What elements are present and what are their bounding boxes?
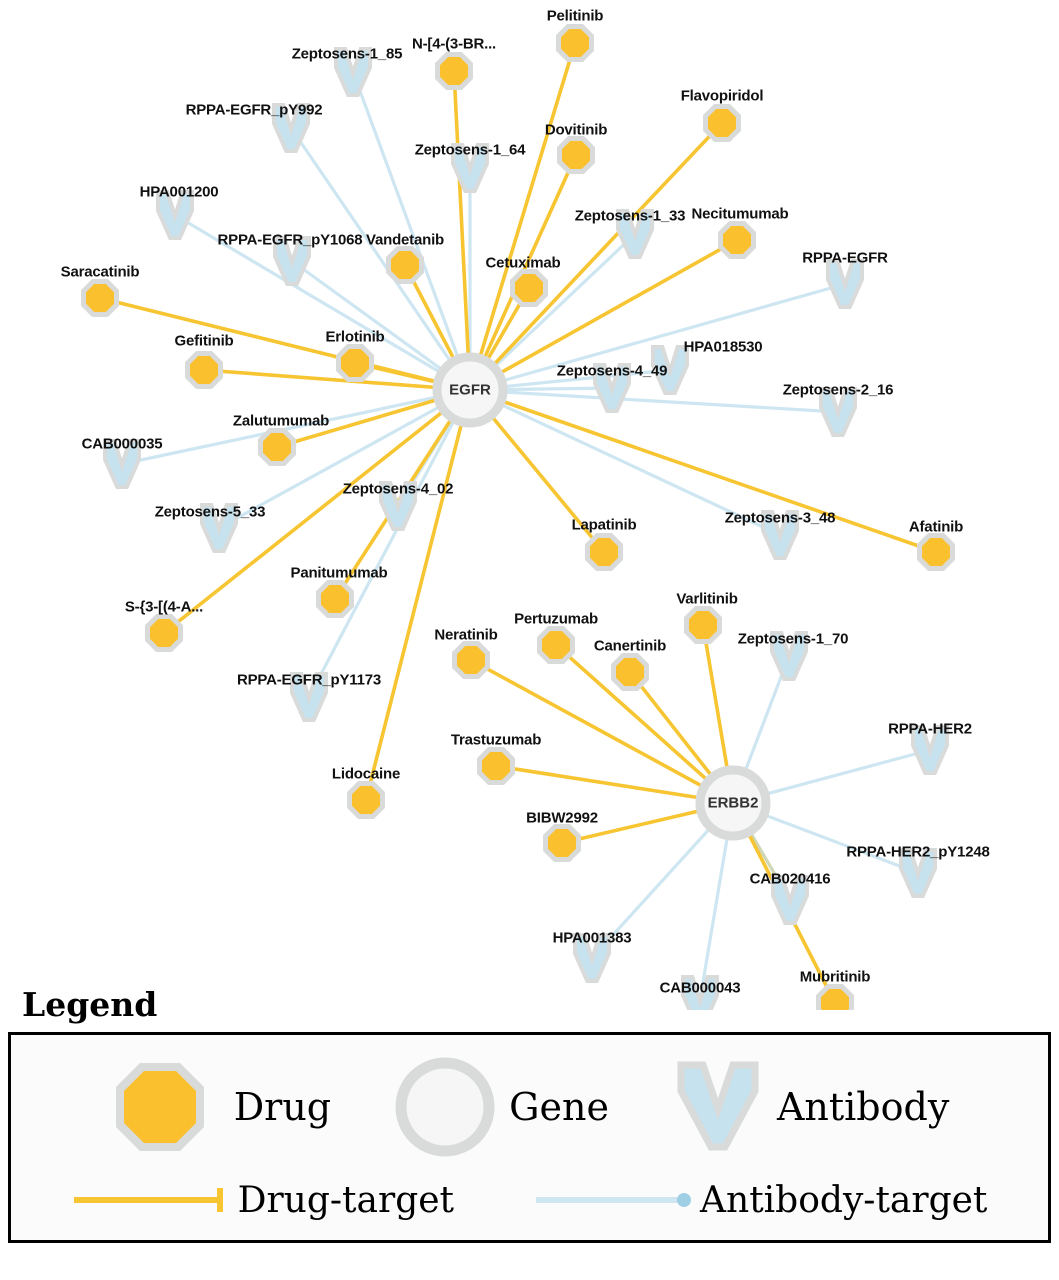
legend-item-gene xyxy=(395,1057,609,1157)
edge xyxy=(470,390,936,552)
legend-label-antibody: Antibody xyxy=(776,1085,950,1129)
legend-label-gene: Gene xyxy=(509,1085,609,1129)
antibody-label: RPPA-HER2_pY1248 xyxy=(846,843,990,861)
drug-label: BIBW2992 xyxy=(526,809,598,827)
drug-label: Pelitinib xyxy=(546,7,604,25)
legend-label-antibody-target: Antibody-target xyxy=(700,1179,988,1221)
drug-glyph xyxy=(391,251,419,279)
drug-node[interactable] xyxy=(611,653,649,691)
legend-box xyxy=(8,1032,1051,1243)
antibody-icon xyxy=(673,1057,763,1157)
drug-node[interactable] xyxy=(347,781,385,819)
drug-glyph xyxy=(352,786,380,814)
drug-label: Mubritinib xyxy=(799,968,871,986)
drug-glyph xyxy=(548,829,576,857)
antibody-label: CAB020416 xyxy=(749,870,831,888)
drug-node[interactable] xyxy=(185,351,223,389)
drug-node[interactable] xyxy=(81,279,119,317)
drug-glyph xyxy=(341,349,369,377)
drug-glyph xyxy=(150,619,178,647)
drug-node[interactable] xyxy=(557,136,595,174)
antibody-label: RPPA-EGFR_pY1068 xyxy=(217,231,363,249)
drug-node[interactable] xyxy=(684,606,722,644)
drug-node[interactable] xyxy=(585,533,623,571)
drug-label: S-{3-[(4-A... xyxy=(124,598,204,616)
drug-glyph xyxy=(190,356,218,384)
legend-label-drug: Drug xyxy=(233,1085,332,1129)
drug-label: Flavopiridol xyxy=(680,87,764,105)
legend-item-antibody xyxy=(673,1057,949,1157)
drug-glyph xyxy=(922,538,950,566)
drug-label: Zalutumumab xyxy=(232,412,330,430)
drug-node[interactable] xyxy=(477,747,515,785)
legend xyxy=(0,985,1059,1243)
drug-node[interactable] xyxy=(537,626,575,664)
drug-label: Varlitinib xyxy=(676,590,738,608)
antibody-node[interactable] xyxy=(828,261,862,307)
drug-glyph xyxy=(86,284,114,312)
legend-item-drug xyxy=(110,1057,331,1157)
drug-node[interactable] xyxy=(258,428,296,466)
drug-node[interactable] xyxy=(316,580,354,618)
drug-node[interactable] xyxy=(917,533,955,571)
drug-node[interactable] xyxy=(718,221,756,259)
drug-label: Dovitinib xyxy=(544,121,608,139)
legend-node-row xyxy=(11,1057,1048,1157)
drug-node[interactable] xyxy=(386,246,424,284)
drug-glyph xyxy=(482,752,510,780)
drug-node[interactable] xyxy=(510,269,548,307)
legend-title: Legend xyxy=(22,985,158,1024)
drug-glyph xyxy=(616,658,644,686)
drug-glyph xyxy=(321,585,349,613)
drug-label: Lidocaine xyxy=(331,765,401,783)
legend-item-drug-target xyxy=(72,1180,454,1221)
antibody-label: CAB000043 xyxy=(659,979,741,997)
gene-label: EGFR xyxy=(449,381,491,399)
antibody-target-edge-icon xyxy=(534,1185,694,1215)
drug-label: Pertuzumab xyxy=(514,610,598,628)
drug-node[interactable] xyxy=(336,344,374,382)
antibody-label: RPPA-EGFR_pY1173 xyxy=(236,671,382,689)
drug-glyph xyxy=(440,57,468,85)
drug-node[interactable] xyxy=(703,104,741,142)
drug-label: Lapatinib xyxy=(571,516,637,534)
antibody-label: Zeptosens-1_85 xyxy=(291,45,403,63)
drug-label: Necitumumab xyxy=(691,205,789,223)
drug-glyph xyxy=(263,433,291,461)
drug-label: Canertinib xyxy=(593,637,667,655)
drug-target-edge-icon xyxy=(72,1185,232,1215)
legend-item-antibody-target xyxy=(534,1180,987,1221)
drug-glyph xyxy=(590,538,618,566)
antibody-glyph xyxy=(828,261,862,307)
drug-label: Panitumumab xyxy=(290,564,388,582)
gene-label: ERBB2 xyxy=(707,794,759,812)
drug-node[interactable] xyxy=(543,824,581,862)
legend-label-drug-target: Drug-target xyxy=(237,1179,455,1221)
drug-label: Saracatinib xyxy=(60,263,140,281)
antibody-label: RPPA-EGFR xyxy=(802,249,888,267)
drug-node[interactable] xyxy=(145,614,183,652)
drug-glyph xyxy=(708,109,736,137)
drug-label: Afatinib xyxy=(908,518,964,536)
antibody-label: CAB000035 xyxy=(81,435,163,453)
drug-glyph xyxy=(689,611,717,639)
antibody-label: Zeptosens-1_33 xyxy=(574,207,686,225)
antibody-label: Zeptosens-5_33 xyxy=(154,503,266,521)
gene-icon xyxy=(395,1057,495,1157)
antibody-label: Zeptosens-2_16 xyxy=(782,381,894,399)
drug-node[interactable] xyxy=(435,52,473,90)
antibody-label: Zeptosens-4_49 xyxy=(556,362,668,380)
antibody-label: RPPA-HER2 xyxy=(888,720,972,738)
drug-glyph xyxy=(723,226,751,254)
drug-glyph xyxy=(561,29,589,57)
drug-icon xyxy=(110,1057,220,1157)
edge xyxy=(454,71,470,390)
drug-label: Vandetanib xyxy=(365,231,445,249)
legend-edge-row xyxy=(11,1165,1048,1235)
antibody-label: Zeptosens-3_48 xyxy=(724,509,836,527)
antibody-label: HPA001200 xyxy=(139,183,219,201)
drug-label: Neratinib xyxy=(434,626,498,644)
drug-label: Trastuzumab xyxy=(450,731,542,749)
antibody-label: RPPA-EGFR_pY992 xyxy=(185,101,323,119)
drug-node[interactable] xyxy=(556,24,594,62)
drug-label: Erlotinib xyxy=(325,328,385,346)
drug-label: Cetuximab xyxy=(485,254,561,272)
antibody-label: Zeptosens-4_02 xyxy=(342,480,454,498)
drug-label: N-[4-(3-BR... xyxy=(411,35,497,53)
drug-glyph xyxy=(562,141,590,169)
drug-glyph xyxy=(542,631,570,659)
antibody-label: HPA018530 xyxy=(683,338,763,356)
antibody-label: Zeptosens-1_70 xyxy=(737,630,849,648)
drug-glyph xyxy=(457,646,485,674)
antibody-label: HPA001383 xyxy=(552,929,632,947)
drug-node[interactable] xyxy=(452,641,490,679)
drug-label: Gefitinib xyxy=(174,332,234,350)
drug-glyph xyxy=(515,274,543,302)
antibody-label: Zeptosens-1_64 xyxy=(414,141,526,159)
